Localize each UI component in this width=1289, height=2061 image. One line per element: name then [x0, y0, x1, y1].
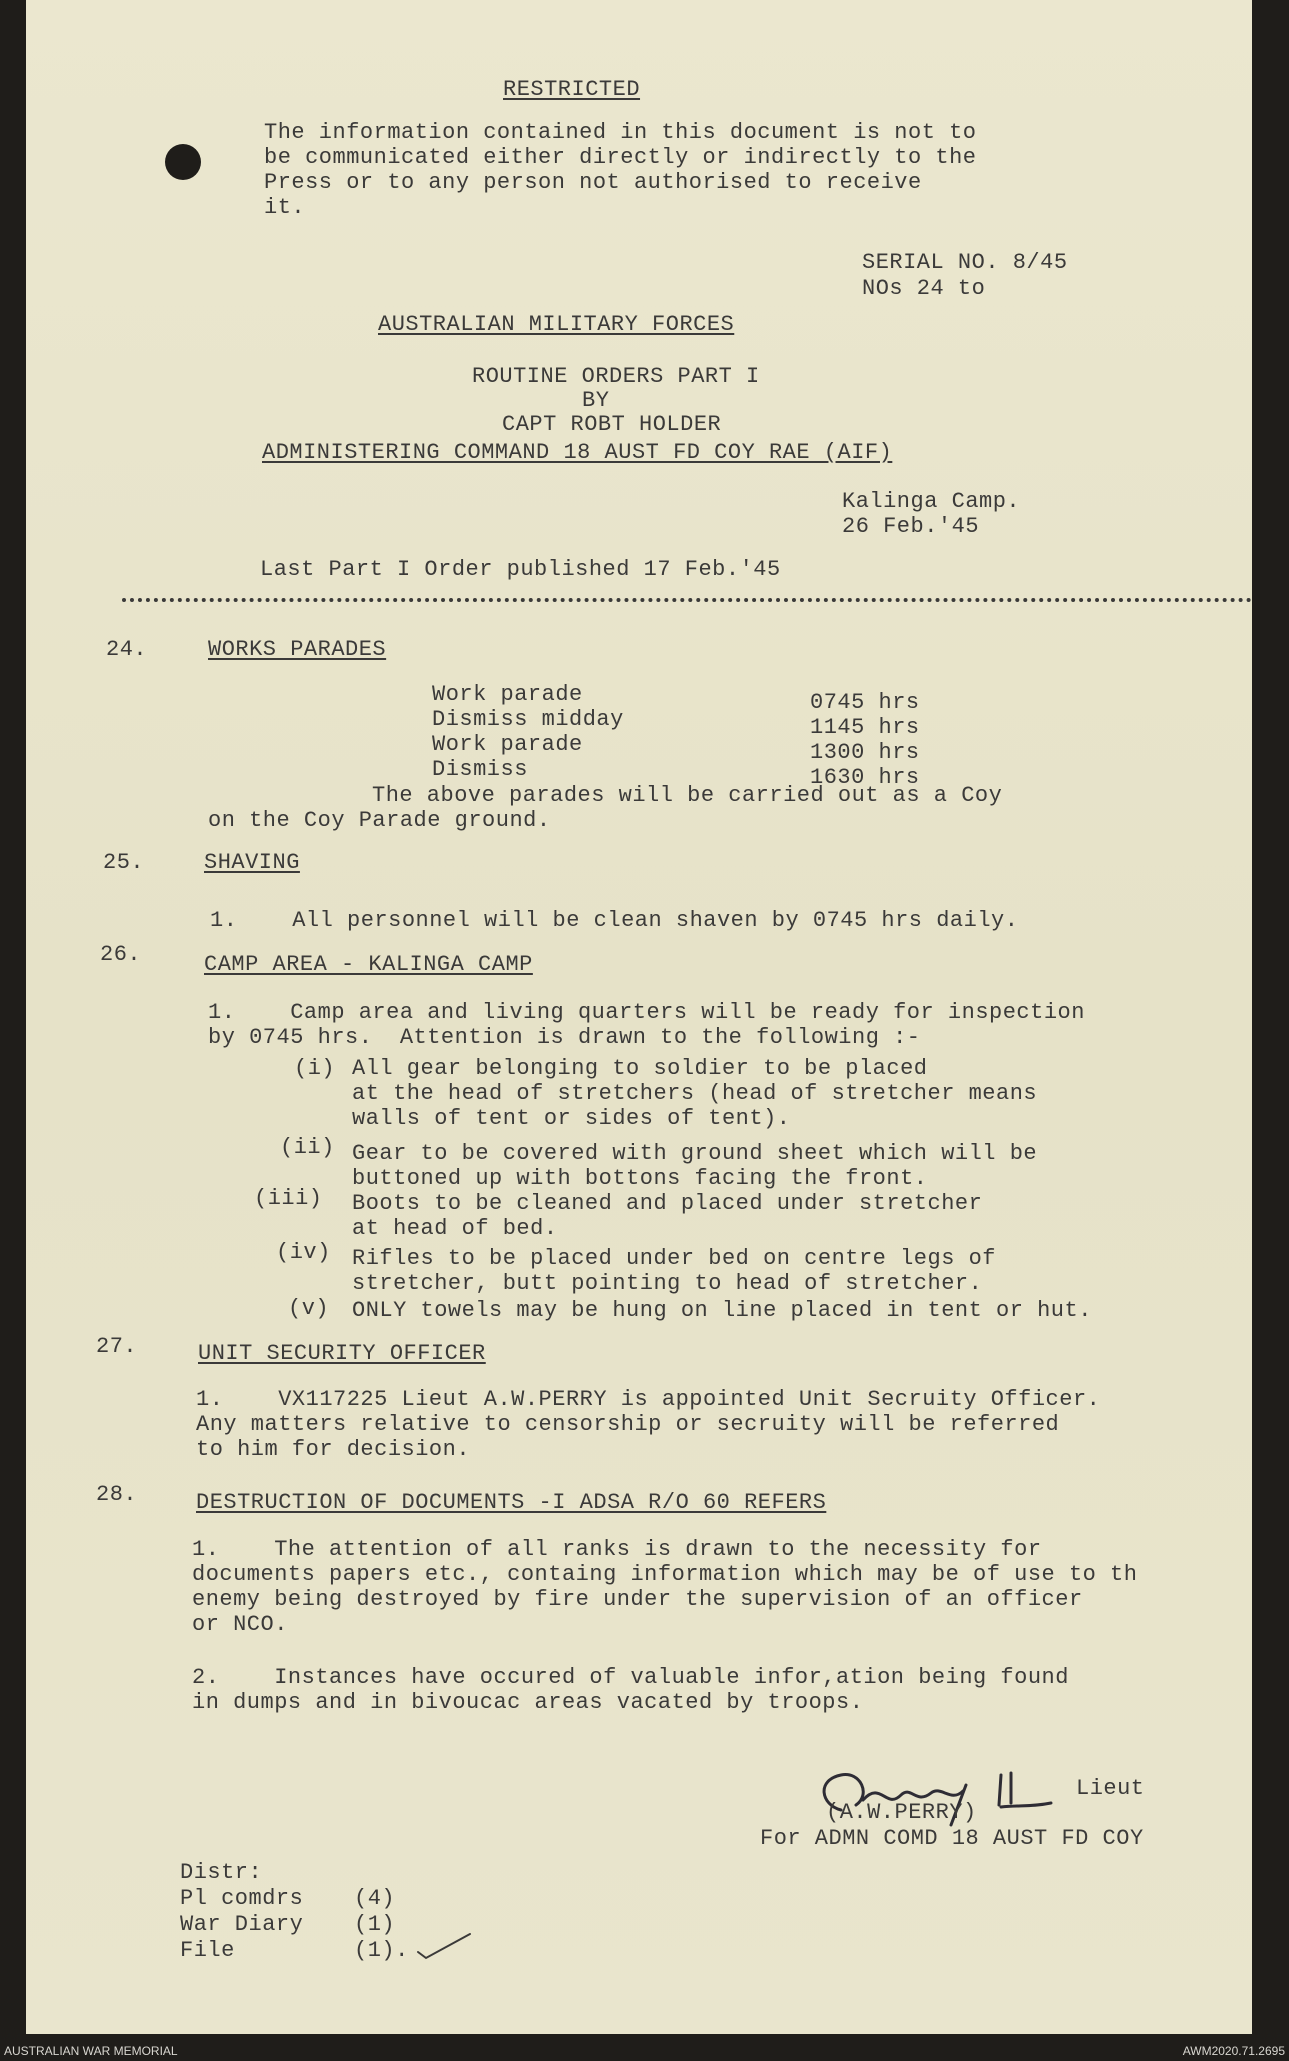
sub-i-line-3: walls of tent or sides of tent). — [352, 1106, 791, 1131]
item-28-p1-line-4: or NCO. — [192, 1612, 288, 1637]
footer-right: AWM2020.71.2695 — [1182, 2044, 1285, 2058]
parade-row-1-time: 0745 hrs — [810, 690, 920, 715]
parade-note-1: The above parades will be carried out as a Coy — [372, 783, 1003, 808]
parade-row-4-time: 1630 hrs — [810, 765, 920, 790]
distribution-row-1-to: Pl comdrs — [180, 1886, 304, 1911]
parade-row-2-label: Dismiss midday — [432, 707, 624, 732]
item-27-line-1: 1. VX117225 Lieut A.W.PERRY is appointed Unit Secruity Officer. — [196, 1387, 1101, 1412]
parade-note-2: on the Coy Parade ground. — [208, 808, 551, 833]
serial-number: SERIAL NO. 8/45 — [862, 250, 1068, 275]
item-25-number: 25. — [103, 850, 145, 875]
distribution-row-3-to: File — [180, 1938, 235, 1963]
last-order-line: Last Part I Order published 17 Feb.'45 — [260, 557, 781, 582]
item-26-number: 26. — [100, 942, 142, 967]
sub-iv-mark: (iv) — [276, 1240, 331, 1265]
sub-ii-line-2: buttoned up with bottons facing the front. — [352, 1166, 928, 1191]
sub-iii-line-1: Boots to be cleaned and placed under stretcher — [352, 1191, 983, 1216]
sub-ii-mark: (ii) — [280, 1135, 335, 1160]
item-27-line-2: Any matters relative to censorship or secruity will be referred — [196, 1412, 1060, 1437]
notice-line-3: Press or to any person not authorised to receive — [264, 170, 922, 195]
item-28-p2-line-2: in dumps and in bivoucac areas vacated by troops. — [192, 1690, 864, 1715]
place: Kalinga Camp. — [842, 489, 1021, 514]
item-28-number: 28. — [96, 1482, 138, 1507]
date: 26 Feb.'45 — [842, 514, 980, 539]
dotted-divider — [122, 598, 1252, 602]
sub-i-line-2: at the head of stretchers (head of stretcher means — [352, 1081, 1038, 1106]
parade-row-3-label: Work parade — [432, 732, 583, 757]
item-28-p1-line-2: documents papers etc., containg information which may be of use to th — [192, 1562, 1138, 1587]
sub-iii-line-2: at head of bed. — [352, 1216, 558, 1241]
notice-line-2: be communicated either directly or indirectly to the — [264, 145, 977, 170]
orders-heading: ROUTINE ORDERS PART I — [472, 364, 760, 389]
sub-iii-mark: (iii) — [254, 1186, 323, 1211]
item-28-p1-line-1: 1. The attention of all ranks is drawn to the necessity for — [192, 1537, 1042, 1562]
item-28-title: DESTRUCTION OF DOCUMENTS -I ADSA R/O 60 REFERS — [196, 1490, 827, 1515]
notice-line-1: The information contained in this document is not to — [264, 120, 977, 145]
notice-line-4: it. — [264, 195, 306, 220]
distribution-row-2-count: (1) — [354, 1912, 396, 1937]
distribution-row-3-count: (1). — [354, 1938, 409, 1963]
item-27-number: 27. — [96, 1334, 138, 1359]
document-page — [26, 0, 1252, 2034]
item-24-title: WORKS PARADES — [208, 637, 387, 662]
punch-hole — [165, 144, 201, 180]
sub-iv-line-1: Rifles to be placed under bed on centre legs of — [352, 1246, 997, 1271]
parade-row-3-time: 1300 hrs — [810, 740, 920, 765]
signatory-for: For ADMN COMD 18 AUST FD COY — [760, 1826, 1144, 1851]
administering-heading: ADMINISTERING COMMAND 18 AUST FD COY RAE (AIF) — [262, 440, 893, 465]
distribution-row-2-to: War Diary — [180, 1912, 304, 1937]
item-27-line-3: to him for decision. — [196, 1437, 471, 1462]
sub-i-mark: (i) — [294, 1056, 336, 1081]
item-26-intro-1: 1. Camp area and living quarters will be ready for inspection — [208, 1000, 1085, 1025]
item-26-intro-2: by 0745 hrs. Attention is drawn to the following :- — [208, 1025, 921, 1050]
sub-v-line-1: ONLY towels may be hung on line placed in tent or hut. — [352, 1298, 1092, 1323]
sub-iv-line-2: stretcher, butt pointing to head of stretcher. — [352, 1271, 983, 1296]
archive-footer — [0, 2040, 1289, 2061]
captain-name: CAPT ROBT HOLDER — [502, 412, 722, 437]
parade-row-4-label: Dismiss — [432, 757, 528, 782]
sub-ii-line-1: Gear to be covered with ground sheet which will be — [352, 1141, 1038, 1166]
by-heading: BY — [582, 388, 610, 413]
item-24-number: 24. — [106, 637, 148, 662]
parade-row-1-label: Work parade — [432, 682, 583, 707]
item-25-title: SHAVING — [204, 850, 300, 875]
item-25-text: 1. All personnel will be clean shaven by 0745 hrs daily. — [210, 908, 1019, 933]
sub-v-mark: (v) — [288, 1296, 330, 1321]
distribution-row-1-count: (4) — [354, 1886, 396, 1911]
footer-left: AUSTRALIAN WAR MEMORIAL — [4, 2044, 178, 2058]
restricted-heading: RESTRICTED — [503, 77, 641, 102]
item-27-title: UNIT SECURITY OFFICER — [198, 1341, 486, 1366]
serial-numbers-range: NOs 24 to — [862, 276, 986, 301]
item-28-p1-line-3: enemy being destroyed by fire under the supervision of an officer — [192, 1587, 1083, 1612]
distribution-label: Distr: — [180, 1860, 263, 1885]
check-mark-icon — [414, 1930, 474, 1960]
item-26-title: CAMP AREA - KALINGA CAMP — [204, 952, 533, 977]
sub-i-line-1: All gear belonging to soldier to be placed — [352, 1056, 928, 1081]
signatory-name: (A.W.PERRY) — [826, 1800, 977, 1825]
item-28-p2-line-1: 2. Instances have occured of valuable infor,ation being found — [192, 1665, 1069, 1690]
parade-row-2-time: 1145 hrs — [810, 715, 920, 740]
force-heading: AUSTRALIAN MILITARY FORCES — [378, 312, 735, 337]
signatory-rank: Lieut — [1076, 1776, 1145, 1801]
